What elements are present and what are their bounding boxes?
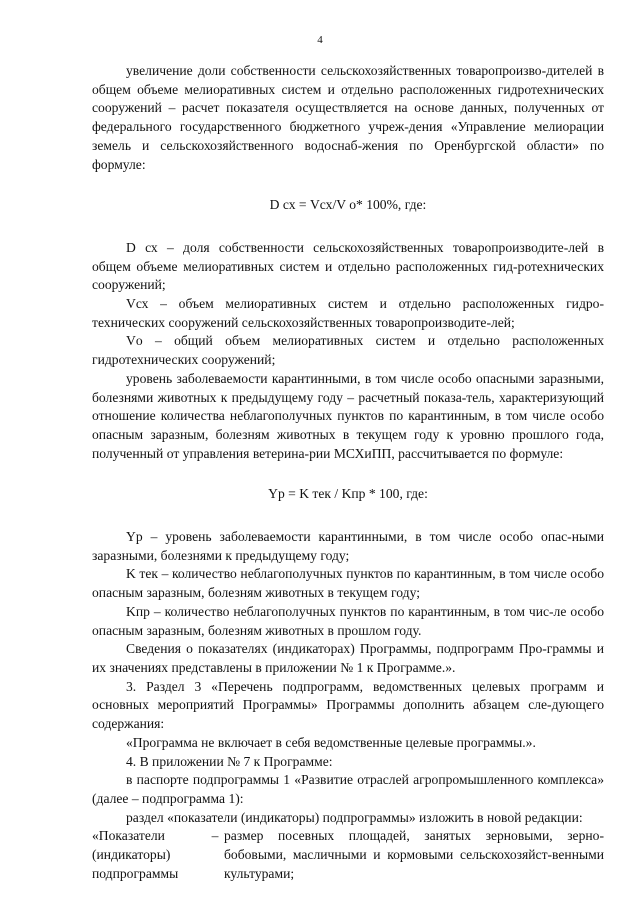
paragraph-disease-level: уровень заболеваемости карантинными, в том числе особо опасными заразными, болезнями животных к предыдущему году – расчетный показа-тель, характеризующий отношение количества неблагополучных пунктов по карантинным, в том числе особо опасным заразным, болезням животных в текущем году к уровню прошлого года, полученный от управления ветерина-рии МСХиПП, рассчитывается по формуле: (92, 370, 604, 461)
document-body (92, 62, 604, 883)
paragraph-yr-definition: Yр – уровень заболеваемости карантинными, в том числе особо опас-ными заразными, болезнями к предыдущему году; (92, 529, 604, 563)
indicators-table-row (92, 827, 604, 883)
paragraph-dsx-definition: D сх – доля собственности сельскохозяйственных товаропроизводите-лей в общем объеме мелиоративных систем и отдельно расположенных гид-ротехнических сооружений; (92, 239, 604, 293)
page-number: 4 (317, 34, 323, 46)
indicators-label: «Показатели (индикаторы) подпрограммы (92, 828, 179, 881)
paragraph-vo-definition: Vо – общий объем мелиоративных систем и отдельно расположенных гидротехнических сооружений; (92, 333, 604, 368)
paragraph-section-3: 3. Раздел 3 «Перечень подпрограмм, ведомственных целевых программ и основных мероприятий Программы» Программы дополнить абзацем сле-дующего содержания: (92, 678, 604, 732)
formula-yr: Yр = K тек / Kпр * 100, где: (268, 486, 428, 502)
paragraph-passport: в паспорте подпрограммы 1 «Развитие отраслей агропромышленного комплекса» (далее – подпрограмма 1): (92, 772, 604, 806)
paragraph-new-edition: раздел «показатели (индикаторы) подпрограммы» изложить в новой редакции: (126, 809, 583, 825)
paragraph-indicators-info: Сведения о показателях (индикаторах) Программы, подпрограмм Про-граммы и их значениях представлены в приложении № 1 к Программе.». (92, 641, 604, 675)
paragraph-appendix-7: 4. В приложении № 7 к Программе: (126, 753, 333, 769)
paragraph-kpr-definition: Kпр – количество неблагополучных пунктов по карантинным, в том чис-ле особо опасным заразным, болезням животных в прошлом году. (92, 603, 604, 638)
paragraph-no-departmental: «Программа не включает в себя ведомственные целевые программы.». (126, 734, 536, 750)
indicators-dash: – (211, 828, 219, 844)
paragraph-ktek-definition: K тек – количество неблагополучных пунктов по карантинным, в том числе особо опасным заразным, болезням животных в текущем году; (92, 566, 604, 601)
formula-dsx: D сх = Vсх/V о* 100%, где: (269, 197, 427, 213)
indicators-value: размер посевных площадей, занятых зерновыми, зерно-бобовыми, масличными и кормовыми сельскохозяйст-венными культурами; (224, 828, 604, 881)
paragraph-vsx-definition: Vсх – объем мелиоративных систем и отдельно расположенных гидро-технических сооружений сельскохозяйственных товаропроизводите-лей; (92, 296, 604, 330)
paragraph-share-increase: увеличение доли собственности сельскохозяйственных товаропроизво-дителей в общем объеме мелиоративных систем и отдельно расположенных гидротехнических сооружений – расчет показателя осуществляется на основе данных, полученных от федерального государственного бюджетного учреж-дения «Управление мелиорации земель и сельскохозяйственного водоснаб-жения по Оренбургской области» по формуле: (92, 63, 604, 172)
